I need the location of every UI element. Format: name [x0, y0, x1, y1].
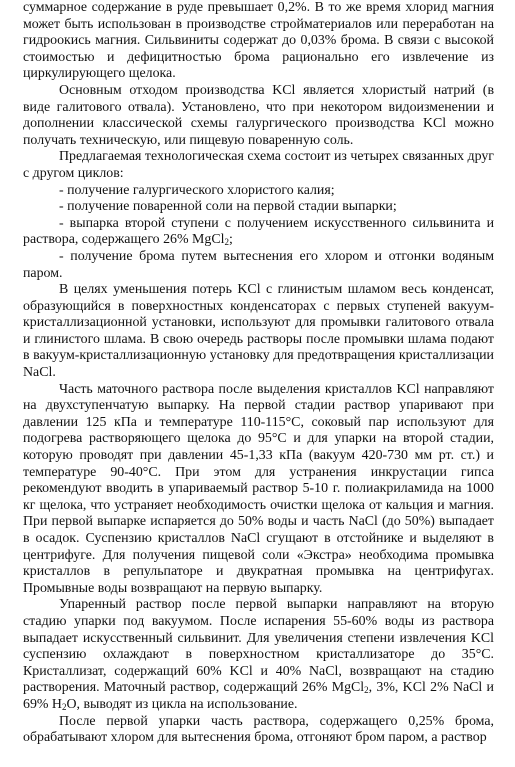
- paragraph-waste-nacl: Основным отходом производства KCl является хлористый натрий (в виде галитового отвала). Установлено, что при некотором видоизменении и дополнении классической схемы галургического производства KCl можно получать техническую, или пищевую поваренную соль.: [23, 82, 494, 148]
- list-item-bromine: - получение брома путем вытеснения его хлором и отгонки водяным паром.: [23, 248, 494, 281]
- paragraph-second-stage: [23, 597, 494, 713]
- paragraph-text-mid: , 3%, KCl 2% NaCl и 69% H: [23, 680, 494, 712]
- list-item-table-salt: - получение поваренной соли на первой стадии выпарки;: [59, 199, 397, 215]
- list-item-text: - выпарка второй ступени с получением искусственного сильвинита и раствора, содержащего 26% MgCl: [23, 215, 494, 248]
- list-item-second-evaporation: [23, 216, 494, 249]
- list-item-kcl: - получение галургического хлористого калия;: [59, 182, 335, 198]
- subscript: 2: [61, 701, 67, 712]
- paragraph-condensate: В целях уменьшения потерь KCl с глинистым шламом весь конденсат, образующийся в поверхностных конденсаторах с первых ступеней вакуум-кристаллизационной установки, используют для промывки галитового отвала и глинистого шлама. В свою очередь растворы после промывки шлама подают в вакуум-кристаллизационную установку для предотвращения кристаллизации NaCl.: [23, 282, 494, 381]
- paragraph-bromine-extraction: После первой упарки часть раствора, содержащего 0,25% брома, обрабатывают хлором для вытеснения брома, отгоняют бром паром, а раствор: [23, 713, 494, 746]
- paragraph-magnesium-bromine: суммарное содержание в руде превышает 0,2%. В то же время хлорид магния может быть использован в производстве стройматериалов или переработан на гидроокись магния. Сильвиниты содержат до 0,03% брома. В связи с высокой стоимостью и дефицитностью брома рационально его извлечение из циркулирующего щелока.: [23, 0, 494, 82]
- paragraph-scheme-intro: Предлагаемая технологическая схема состоит из четырех связанных друг с другом циклов:: [23, 149, 494, 181]
- list-item-text-end: ;: [228, 232, 233, 248]
- subscript: 2: [364, 685, 369, 696]
- paragraph-text-end: O, выводят из цикла на использование.: [66, 696, 298, 712]
- paragraph-text: Упаренный раствор после первой выпарки направляют на вторую стадию упарки под вакуумом. После испарения 55-60% воды из раствора выпадает искусственный сильвинит. Для увеличения степени извлечения KCl суспензию охлаждают в поверхностном кристаллизаторе до 35°C. Кристаллизат, содержащий 60% KCl и 40% NaCl, возвращают на стадию растворения. Маточный раствор, содержащий 26% MgCl: [23, 597, 494, 696]
- subscript: 2: [224, 237, 229, 248]
- paragraph-mother-liquor: Часть маточного раствора после выделения кристаллов KCl направляют на двухступенчатую выпарку. На первой стадии раствор упаривают при давлении 125 кПа и температуре 110-115°C, соковый пар используют для подогрева растворяющего щелока до 95°C и для упарки на второй стадии, которую проводят при давлении 45-1,33 кПа (вакуум 420-730 мм рт. ст.) и температуре 90-40°C. При этом для устранения инкрустации гипса рекомендуют вводить в упариваемый раствор 5-10 г. полиакриламида на 1000 кг щелока, что устраняет необходимость очистки щелока от кальция и магния. При первой выпарке испаряется до 50% воды и часть NaCl (до 50%) выпадает в осадок. Суспензию кристаллов NaCl сгущают в отстойнике и выделяют в центрифуге. Для получения пищевой соли «Экстра» необходима промывка кристаллов в репульпаторе и двукратная промывка на центрифугах. Промывные воды возвращают на первую выпарку.: [23, 381, 494, 596]
